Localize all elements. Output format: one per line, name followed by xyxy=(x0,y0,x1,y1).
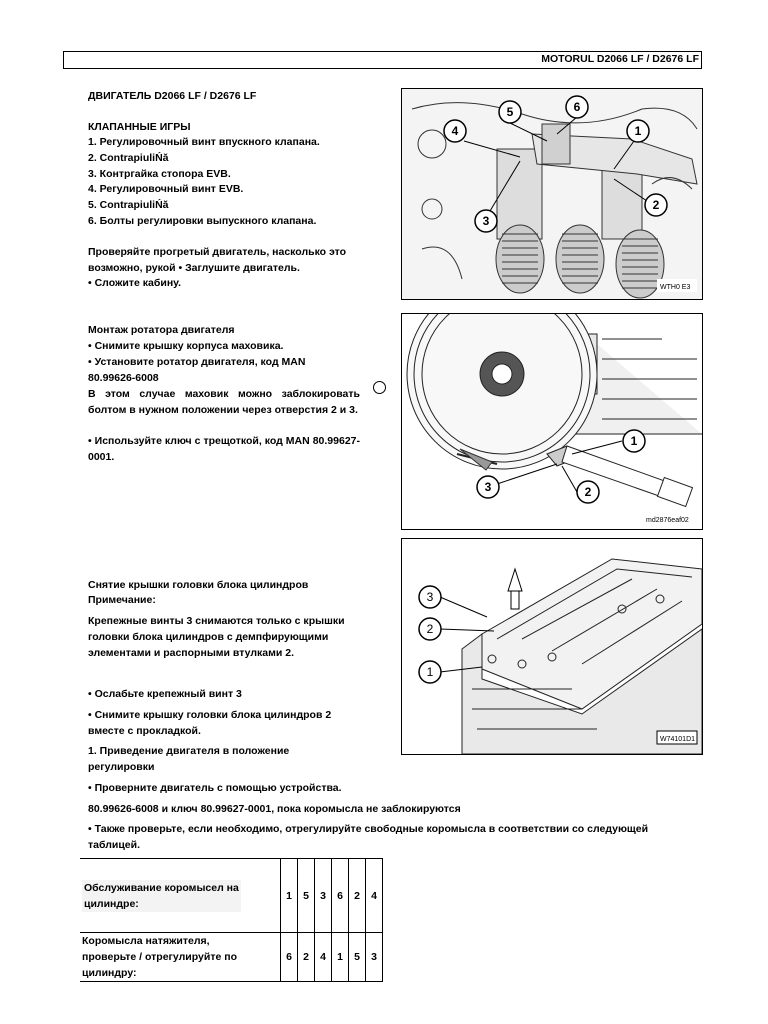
callout-label: 1 xyxy=(634,124,642,138)
step-text: • Ослабьте крепежный винт 3 xyxy=(88,688,242,700)
step-text: • Проверните двигатель с помощью устройства. xyxy=(88,782,342,794)
paragraph: • Используйте ключ с трещоткой, код MAN 80.99627-0001. xyxy=(88,435,360,463)
callout-label: 5 xyxy=(506,105,514,119)
callout-label: 3 xyxy=(482,214,490,228)
figure-code: W74101D1 xyxy=(660,736,696,743)
rocker-table xyxy=(80,858,383,982)
part-code: 80.99626-6008 xyxy=(88,372,159,384)
table-row-label: Коромысла натяжителя, проверьте / отрегулируйте по цилиндру: xyxy=(80,933,281,982)
table-cell: 1 xyxy=(281,859,298,933)
step-text: • Также проверьте, если необходимо, отрегулируйте свободные коромысла в соответствии со следующей xyxy=(88,823,649,835)
list-item: 1. Регулировочный винт впускного клапана. xyxy=(88,136,320,148)
callout-label: 2 xyxy=(652,198,660,212)
section-title: Снятие крышки головки блока цилиндров xyxy=(88,579,309,591)
step-text: вместе с прокладкой. xyxy=(88,725,201,737)
check-text: возможно, рукой • Заглушите двигатель. xyxy=(88,262,300,274)
step-text: • Снимите крышку корпуса маховика. xyxy=(88,340,284,352)
valve-clearance-figure xyxy=(401,88,703,300)
table-row xyxy=(80,859,383,933)
note-text: головки блока цилиндров с демпфирующими xyxy=(88,631,329,643)
section-title: Монтаж ротатора двигателя xyxy=(88,324,235,336)
table-cell: 2 xyxy=(298,933,315,982)
callout-label: 4 xyxy=(451,124,459,138)
figure-code: md2876eaf02 xyxy=(646,517,689,524)
table-cell: 3 xyxy=(315,859,332,933)
table-cell: 2 xyxy=(349,859,366,933)
step-text: 1. Приведение двигателя в положение xyxy=(88,745,290,757)
check-text: • Сложите кабину. xyxy=(88,277,181,289)
table-row xyxy=(80,933,383,982)
valve-clearance-subtitle: КЛАПАННЫЕ ИГРЫ xyxy=(88,121,191,133)
engine-title: ДВИГАТЕЛЬ D2066 LF / D2676 LF xyxy=(88,90,257,102)
figure-code: WTH0 E3 xyxy=(660,284,691,291)
step-text: регулировки xyxy=(88,761,155,773)
callout-label: 3 xyxy=(426,590,434,604)
paragraph: В этом случае маховик можно заблокировать болтом в нужном положении через отверстия 2 и 3. xyxy=(88,388,360,416)
header-title: MOTORUL D2066 LF / D2676 LF xyxy=(541,53,699,65)
table-cell: 5 xyxy=(298,859,315,933)
margin-circle xyxy=(373,381,386,394)
list-item: 3. Контргайка стопора EVB. xyxy=(88,168,231,180)
step-text: • Установите ротатор двигателя, код MAN xyxy=(88,356,306,368)
table-cell: 6 xyxy=(332,859,349,933)
page-header xyxy=(63,51,702,69)
table-cell: 6 xyxy=(281,933,298,982)
step-text: • Снимите крышку головки блока цилиндров 2 xyxy=(88,709,332,721)
table-row-label: Обслуживание коромысел на цилиндре: xyxy=(80,859,281,933)
note-text: Крепежные винты 3 снимаются только с крышки xyxy=(88,615,345,627)
table-cell: 3 xyxy=(366,933,383,982)
list-item: 5. ContrapiuliŃă xyxy=(88,199,169,211)
step-text: 80.99626-6008 и ключ 80.99627-0001, пока коромысла не заблокируются xyxy=(88,803,461,815)
list-item: 4. Регулировочный винт EVB. xyxy=(88,183,244,195)
note-text: элементами и распорными втулками 2. xyxy=(88,647,295,659)
table-cell: 4 xyxy=(315,933,332,982)
callout-label: 6 xyxy=(573,100,581,114)
callout-label: 2 xyxy=(426,622,434,636)
table-cell: 4 xyxy=(366,859,383,933)
check-text: Проверяйте прогретый двигатель, насколько это xyxy=(88,246,347,258)
note-label: Примечание: xyxy=(88,594,156,606)
engine-rotator-figure xyxy=(401,313,703,530)
callout-label: 2 xyxy=(584,485,592,499)
callout-label: 3 xyxy=(484,480,492,494)
list-item: 6. Болты регулировки выпускного клапана. xyxy=(88,215,317,227)
callout-label: 1 xyxy=(426,665,434,679)
step-text: таблицей. xyxy=(88,839,140,851)
callout-label: 1 xyxy=(630,434,638,448)
table-cell: 1 xyxy=(332,933,349,982)
table-cell: 5 xyxy=(349,933,366,982)
cylinder-head-cover-figure xyxy=(401,538,703,755)
list-item: 2. ContrapiuliŃă xyxy=(88,152,169,164)
